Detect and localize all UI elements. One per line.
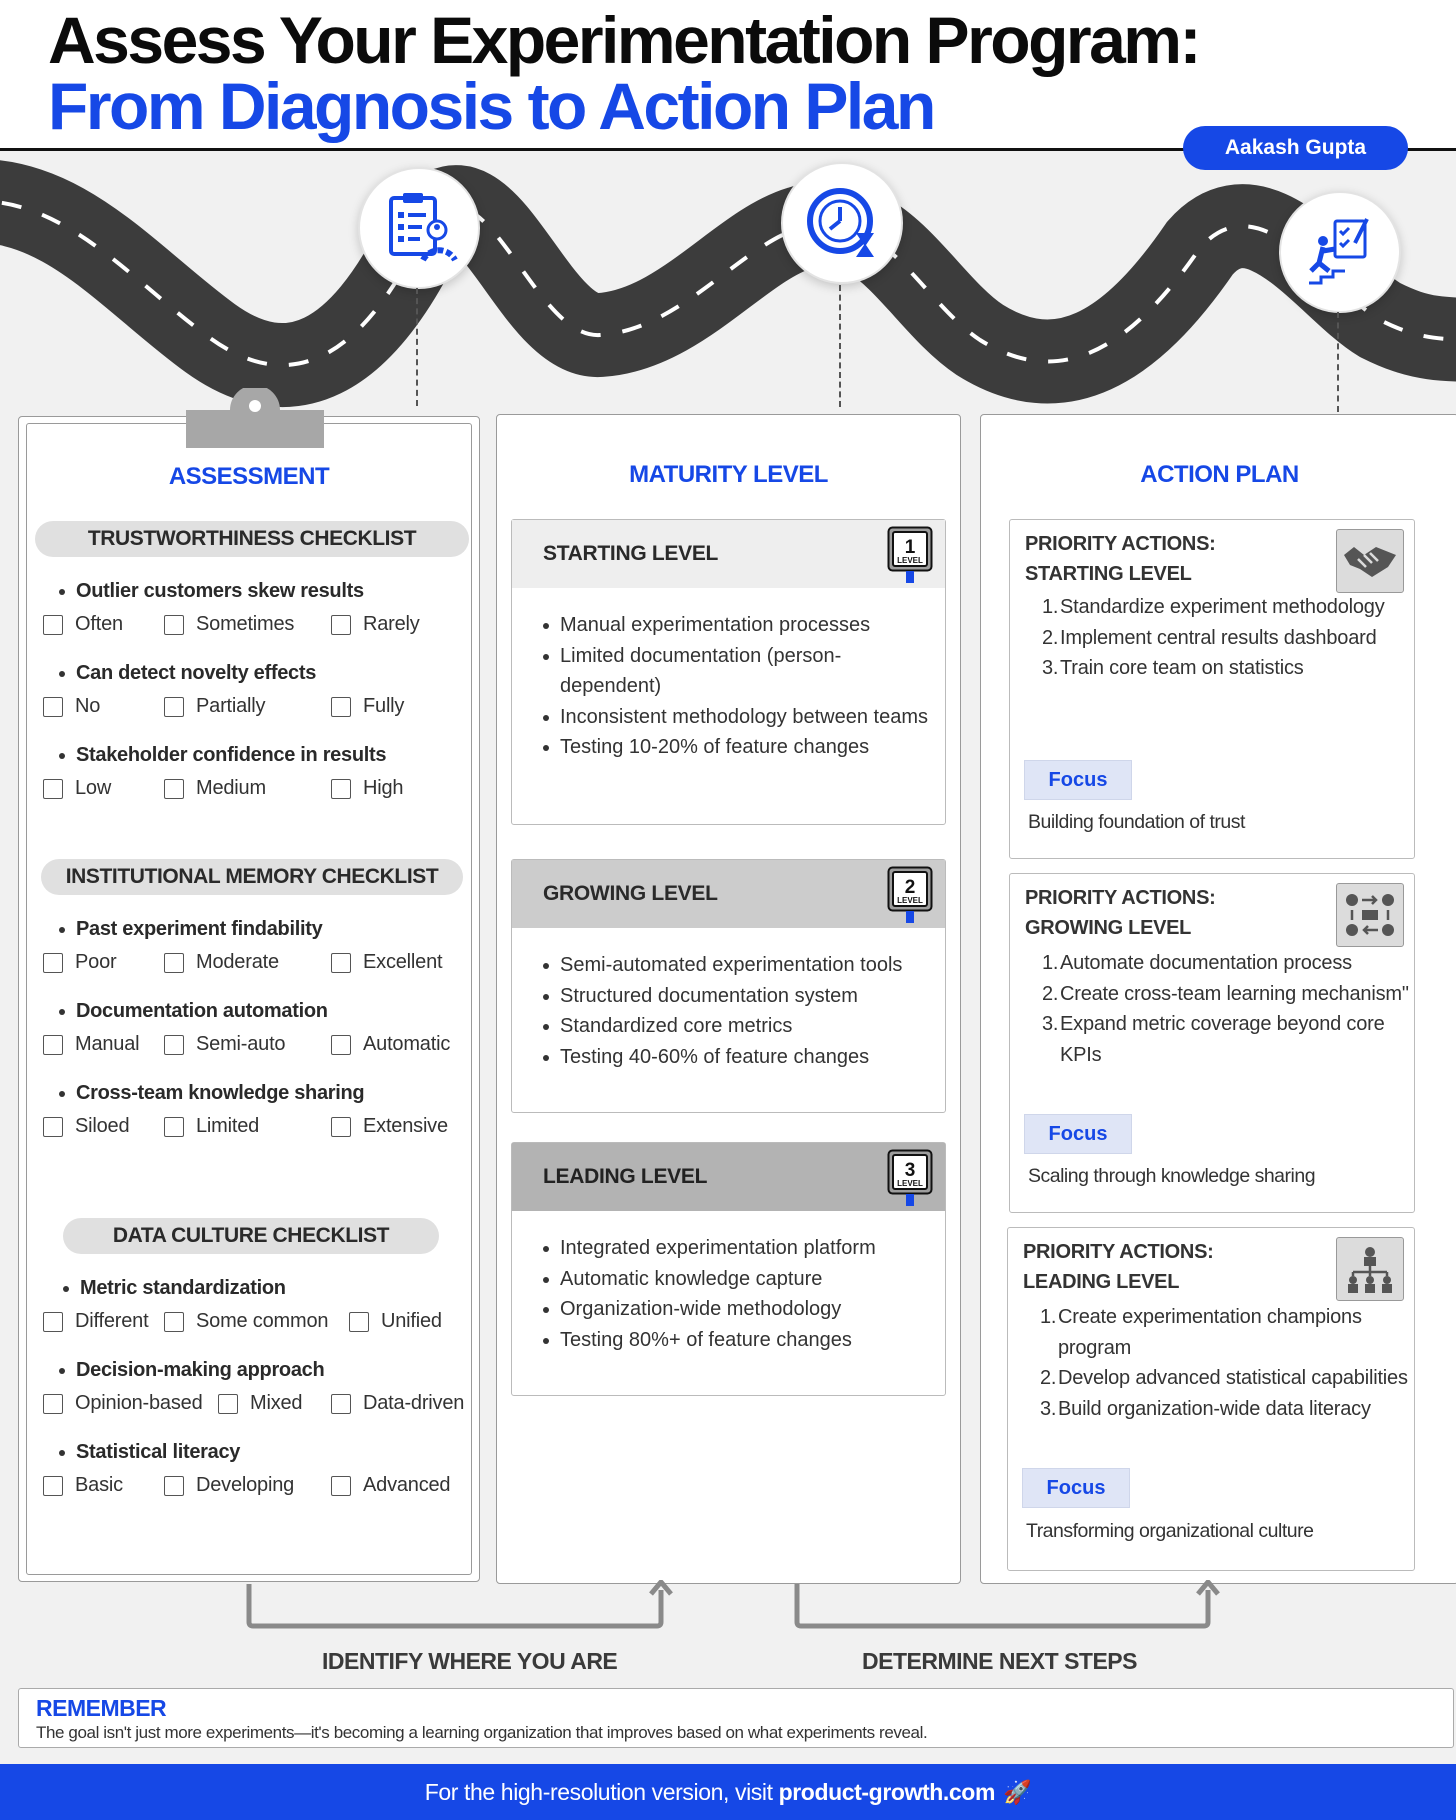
checkbox-icon[interactable] (331, 953, 351, 973)
road-illustration (0, 150, 1456, 420)
maturity-title: MATURITY LEVEL (629, 461, 828, 488)
checkbox-icon[interactable] (43, 1476, 63, 1496)
author-badge: Aakash Gupta (1183, 126, 1408, 170)
rocket-icon: 🚀 (1003, 1778, 1032, 1805)
list-item: Integrated experimentation platform (560, 1233, 935, 1264)
question-label: Outlier customers skew results (76, 580, 364, 602)
list-item (1040, 1363, 1430, 1394)
checkbox-icon[interactable] (331, 697, 351, 717)
footer-link[interactable]: product-growth.com (778, 1778, 995, 1805)
action-card-title-line1: PRIORITY ACTIONS: (1025, 533, 1216, 555)
action-number: 3. (1042, 657, 1059, 679)
checkbox-icon[interactable] (164, 779, 184, 799)
data-culture-checklist-header: DATA CULTURE CHECKLIST (63, 1218, 439, 1254)
action-number: 2. (1040, 1367, 1057, 1389)
option-checkbox[interactable] (164, 613, 294, 636)
action-card-title-line2: GROWING LEVEL (1025, 917, 1192, 939)
option-checkbox[interactable] (164, 1310, 328, 1333)
option-checkbox[interactable] (164, 1474, 294, 1497)
option-checkbox[interactable] (331, 695, 404, 718)
action-plan-panel (980, 414, 1456, 1584)
option-checkbox[interactable] (43, 1310, 148, 1333)
question-label: Metric standardization (80, 1277, 286, 1299)
action-card-title (1025, 883, 1215, 943)
option-label: Unified (381, 1310, 442, 1332)
action-number: 3. (1042, 1013, 1059, 1035)
action-number: 1. (1040, 1306, 1057, 1328)
option-checkbox[interactable] (43, 695, 100, 718)
option-checkbox[interactable] (43, 777, 111, 800)
option-checkbox[interactable] (164, 1115, 259, 1138)
checkbox-icon[interactable] (331, 1035, 351, 1055)
question-label: Documentation automation (76, 1000, 328, 1022)
list-item (1042, 948, 1420, 979)
focus-text: Scaling through knowledge sharing (1028, 1165, 1316, 1187)
checkbox-icon[interactable] (349, 1312, 369, 1332)
option-label: Partially (196, 695, 266, 717)
option-label: Fully (363, 695, 405, 717)
option-label: Poor (75, 951, 117, 973)
action-number: 2. (1042, 982, 1059, 1005)
action-card-title (1023, 1237, 1213, 1297)
connector-line (839, 285, 841, 407)
option-label: Manual (75, 1033, 140, 1055)
checkbox-icon[interactable] (218, 1394, 238, 1414)
clipboard-clip-icon (186, 388, 324, 448)
action-card-leading (1007, 1227, 1415, 1571)
level-name: GROWING LEVEL (543, 882, 718, 905)
action-card-title-line2: LEADING LEVEL (1023, 1271, 1180, 1293)
option-label: Limited (196, 1115, 260, 1137)
checkbox-icon[interactable] (331, 1117, 351, 1137)
action-card-title-line2: STARTING LEVEL (1025, 563, 1192, 585)
action-card-title (1025, 529, 1215, 589)
action-text: Automate documentation process (1060, 952, 1352, 974)
action-text: Implement central results dashboard (1060, 626, 1377, 649)
list-item (1042, 653, 1420, 684)
question-label: Decision-making approach (76, 1359, 325, 1381)
action-text: Train core team on statistics (1060, 657, 1304, 679)
option-checkbox[interactable] (331, 1033, 450, 1056)
page-title: Assess Your Experimentation Program: (48, 3, 1199, 77)
badge-number: 1 (904, 537, 916, 558)
checkbox-icon[interactable] (164, 615, 184, 635)
option-checkbox[interactable] (218, 1392, 302, 1415)
badge-number: 3 (904, 1160, 916, 1181)
checkbox-icon[interactable] (43, 779, 63, 799)
list-item (1042, 1009, 1420, 1070)
action-text: Build organization-wide data literacy (1058, 1397, 1371, 1420)
option-label: Advanced (363, 1474, 451, 1496)
question-label: Can detect novelty effects (76, 662, 317, 684)
org-chart-icon (1336, 1237, 1404, 1301)
action-card-title-line1: PRIORITY ACTIONS: (1023, 1241, 1214, 1263)
option-checkbox[interactable] (331, 951, 442, 974)
leading-level-card (511, 1142, 946, 1396)
level-3-badge-icon (887, 1149, 933, 1207)
list-item (1042, 592, 1420, 623)
option-checkbox[interactable] (349, 1310, 442, 1333)
level-header (512, 860, 945, 928)
action-number: 3. (1040, 1397, 1057, 1420)
step-determine-label: DETERMINE NEXT STEPS (862, 1648, 1137, 1674)
level-header (512, 1143, 945, 1211)
option-label: Medium (196, 777, 266, 799)
list-item: Manual experimentation processes (560, 610, 935, 641)
trustworthiness-checklist-header: TRUSTWORTHINESS CHECKLIST (35, 521, 469, 557)
list-item (1042, 623, 1420, 654)
option-checkbox[interactable] (43, 1392, 203, 1415)
option-checkbox[interactable] (331, 1474, 450, 1497)
list-item (1040, 1394, 1430, 1425)
level-name: LEADING LEVEL (543, 1165, 708, 1188)
list-item: Testing 80%+ of feature changes (560, 1325, 935, 1356)
action-card-starting (1009, 519, 1415, 859)
list-item (1040, 1302, 1430, 1363)
connector-line (1337, 312, 1339, 412)
checkbox-icon[interactable] (164, 1035, 184, 1055)
remember-box (18, 1688, 1454, 1748)
focus-tag: Focus (1022, 1468, 1130, 1508)
checkbox-icon[interactable] (164, 1312, 184, 1332)
connector-line (416, 288, 418, 406)
level-items (560, 610, 935, 763)
checkbox-icon[interactable] (43, 615, 63, 635)
list-item (1042, 979, 1420, 1010)
level-2-badge-icon (887, 866, 933, 924)
level-items (560, 950, 935, 1072)
option-label: Excellent (363, 951, 443, 973)
institutional-memory-checklist-header: INSTITUTIONAL MEMORY CHECKLIST (41, 859, 463, 895)
action-list (1040, 1302, 1430, 1424)
assessment-panel (18, 416, 480, 1582)
option-checkbox[interactable] (164, 695, 265, 718)
option-label: Semi-auto (196, 1033, 286, 1055)
question-label: Statistical literacy (76, 1441, 241, 1463)
level-name: STARTING LEVEL (543, 542, 719, 565)
option-label: Moderate (196, 951, 279, 973)
option-label: Sometimes (196, 613, 295, 635)
checkbox-icon[interactable] (331, 615, 351, 635)
option-checkbox[interactable] (43, 1474, 123, 1497)
action-number: 1. (1042, 952, 1059, 974)
checkbox-icon[interactable] (43, 1035, 63, 1055)
question-label: Stakeholder confidence in results (76, 744, 387, 766)
action-list (1042, 948, 1420, 1070)
knowledge-sharing-icon (1336, 883, 1404, 947)
option-checkbox[interactable] (331, 1392, 464, 1415)
remember-text: The goal isn't just more experiments—it's becoming a learning organization that improves based on what experiments reveal. (36, 1723, 928, 1742)
remember-title: REMEMBER (36, 1695, 167, 1721)
option-label: Some common (196, 1310, 329, 1332)
starting-level-card (511, 519, 946, 825)
badge-text: LEVEL (897, 1179, 923, 1188)
handshake-icon (1336, 529, 1404, 593)
checkbox-icon[interactable] (43, 1117, 63, 1137)
option-checkbox[interactable] (43, 951, 116, 974)
option-checkbox[interactable] (164, 1033, 285, 1056)
option-label: Opinion-based (75, 1392, 203, 1414)
action-number: 2. (1042, 626, 1059, 649)
option-checkbox[interactable] (331, 1115, 448, 1138)
page-subtitle: From Diagnosis to Action Plan (48, 69, 934, 143)
option-checkbox[interactable] (43, 1115, 129, 1138)
list-item: Structured documentation system (560, 981, 935, 1012)
list-item: Testing 40-60% of feature changes (560, 1042, 935, 1073)
question-label: Cross-team knowledge sharing (76, 1082, 365, 1104)
checkbox-icon[interactable] (164, 697, 184, 717)
maturity-panel (496, 414, 961, 1584)
question-label: Past experiment findability (76, 918, 323, 940)
level-header (512, 520, 945, 588)
option-label: Extensive (363, 1115, 448, 1137)
option-label: Siloed (75, 1115, 130, 1137)
list-item: Standardized core metrics (560, 1011, 935, 1042)
checkbox-icon[interactable] (331, 1394, 351, 1414)
action-card-growing (1009, 873, 1415, 1213)
option-label: Mixed (250, 1392, 303, 1414)
checkbox-icon[interactable] (164, 953, 184, 973)
option-label: Often (75, 613, 123, 635)
checkbox-icon[interactable] (43, 697, 63, 717)
option-checkbox[interactable] (164, 951, 279, 974)
option-label: Basic (75, 1474, 123, 1496)
action-text: Create experimentation champions program (1058, 1306, 1362, 1359)
action-list (1042, 592, 1420, 684)
list-item: Limited documentation (person-dependent) (560, 641, 935, 702)
badge-text: LEVEL (897, 556, 923, 565)
option-label: Data-driven (363, 1392, 465, 1414)
checkbox-icon[interactable] (43, 1312, 63, 1332)
list-item: Automatic knowledge capture (560, 1264, 935, 1295)
step-identify-label: IDENTIFY WHERE YOU ARE (322, 1648, 618, 1674)
action-text: Expand metric coverage beyond core KPIs (1060, 1013, 1385, 1066)
option-checkbox[interactable] (43, 613, 123, 636)
checkbox-icon[interactable] (43, 953, 63, 973)
focus-text: Transforming organizational culture (1026, 1520, 1314, 1542)
option-label: No (75, 695, 101, 717)
option-label: High (363, 777, 404, 799)
assessment-title: ASSESSMENT (168, 463, 330, 490)
action-plan-title: ACTION PLAN (1140, 461, 1299, 488)
action-card-title-line1: PRIORITY ACTIONS: (1025, 887, 1216, 909)
checkbox-icon[interactable] (164, 1117, 184, 1137)
option-label: Rarely (363, 613, 420, 635)
checkbox-icon[interactable] (43, 1394, 63, 1414)
flow-arrows (0, 1580, 1456, 1640)
checkbox-icon[interactable] (331, 779, 351, 799)
action-text: Develop advanced statistical capabilities (1058, 1367, 1408, 1389)
list-item: Testing 10-20% of feature changes (560, 732, 935, 763)
action-number: 1. (1042, 596, 1059, 618)
focus-tag: Focus (1024, 760, 1132, 800)
action-text: Standardize experiment methodology (1060, 596, 1385, 618)
focus-text: Building foundation of trust (1028, 811, 1245, 833)
checkbox-icon[interactable] (331, 1476, 351, 1496)
footer-text: For the high-resolution version, visit (424, 1778, 773, 1805)
action-text: Create cross-team learning mechanism" (1060, 982, 1409, 1005)
option-checkbox[interactable] (43, 1033, 139, 1056)
level-items (560, 1233, 935, 1355)
option-label: Developing (196, 1474, 295, 1496)
list-item: Inconsistent methodology between teams (560, 702, 935, 733)
list-item: Semi-automated experimentation tools (560, 950, 935, 981)
checkbox-icon[interactable] (164, 1476, 184, 1496)
option-label: Automatic (363, 1033, 451, 1055)
option-checkbox[interactable] (331, 613, 420, 636)
focus-tag: Focus (1024, 1114, 1132, 1154)
list-item: Organization-wide methodology (560, 1294, 935, 1325)
badge-number: 2 (904, 877, 916, 898)
clipboard-icon (358, 167, 480, 289)
option-label: Different (75, 1310, 149, 1332)
option-checkbox[interactable] (331, 777, 403, 800)
badge-text: LEVEL (897, 896, 923, 905)
footer-banner (0, 1764, 1456, 1820)
option-label: Low (75, 777, 112, 799)
growing-level-card (511, 859, 946, 1113)
climbing-checklist-icon (1279, 191, 1401, 313)
clock-hourglass-icon (781, 162, 903, 284)
level-1-badge-icon (887, 526, 933, 584)
option-checkbox[interactable] (164, 777, 266, 800)
